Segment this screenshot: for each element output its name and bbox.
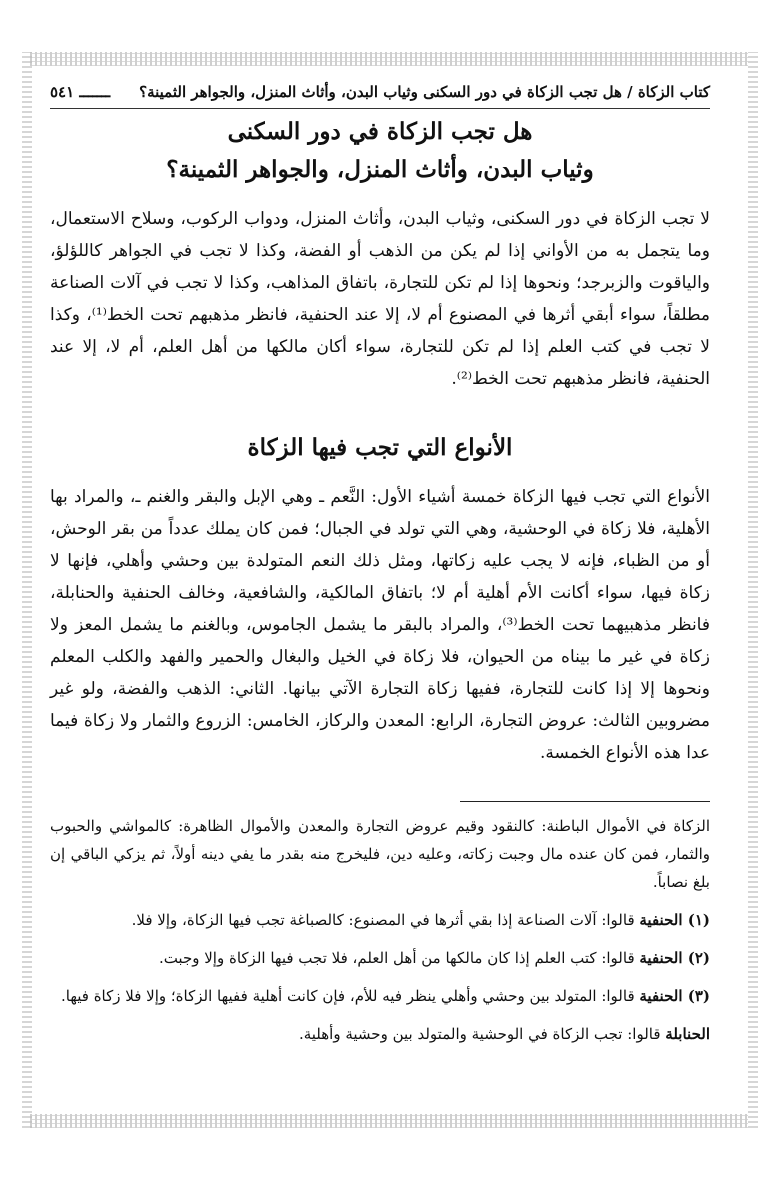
footnote-2-text: قالوا: كتب العلم إذا كان مالكها من أهل العلم، فلا تجب فيها الزكاة وإلا وجبت.: [158, 949, 640, 967]
decorative-border-bottom: [30, 1114, 748, 1128]
footnote-divider: [460, 801, 710, 802]
header-dash: ـــــــ: [79, 83, 111, 101]
section2-paragraph: الأنواع التي تجب فيها الزكاة خمسة أشياء الأول: النَّعم ـ وهي الإبل والبقر والغنم ـ، والمراد بها الأهلية، فلا زكاة في الوحشية، وهي التي تولد في الجبال؛ فمن كان يملك عدداً من بقر الوحش، أو من الظباء، فإنه لا يجب عليه زكاتها، ومثل ذلك النعم المتولدة بين وحشي وأهلي، فإنها لا زكاة فيها، سواء أكانت الأم أهلية أم لا؛ باتفاق المالكية، والشافعية، وخالف الحنفية والحنابلة، فانظر مذهبيهما تحت الخط⁽³⁾، والمراد بالبقر ما يشمل الجاموس، وبالغنم ما يشمل المعز ولا زكاة في غير ما بيناه من الحيوان، فلا زكاة في الخيل والبغال والحمير والفهد والكلب المعلم ونحوها إلا إذا كانت للتجارة، ففيها زكاة التجارة الآتي بيانها. الثاني: الذهب والفضة، ولو غير مضروبين الثالث: عروض التجارة، الرابع: المعدن والركاز، الخامس: الزروع والثمار ولا زكاة فيما عدا هذه الأنواع الخمسة.: [50, 487, 710, 763]
decorative-border-top: [30, 52, 748, 66]
footnote-intro: الزكاة في الأموال الباطنة: كالنقود وقيم عروض التجارة والمعدن والأموال الظاهرة: كالمواشي والحبوب والثمار، فمن كان عنده مال وجبت زكاته، وعليه دين، فليخرج منه بقدر ما يفي دينه أولاً، ثم يزكي الباقي إن بلغ نصاباً.: [50, 817, 710, 891]
section1-heading: [50, 113, 710, 189]
footnote-1: [50, 906, 710, 934]
footnote-1-label: (١) الحنفية: [639, 911, 710, 929]
footnotes: [50, 812, 710, 1048]
footnote-3: [50, 982, 710, 1010]
section1-paragraph: لا تجب الزكاة في دور السكنى، وثياب البدن، وأثاث المنزل، ودواب الركوب، وسلاح الاستعمال، وما يتجمل به من الأواني إذا لم يكن من الذهب أو الفضة، وكذا لا تجب في الجواهر كاللؤلؤ، والياقوت والزبرجد؛ ونحوها إذا لم تكن للتجارة، باتفاق المذاهب، وكذا لا تجب في آلات الصناعة مطلقاً، سواء أبقي أثرها في المصنوع أم لا، إلا عند الحنفية، فانظر مذهبهم تحت الخط⁽¹⁾، وكذا لا تجب في كتب العلم إذا لم تكن للتجارة، سواء أكان مالكها من أهل العلم، أم لا، إلا عند الحنفية، فانظر مذهبهم تحت الخط⁽²⁾.: [50, 209, 711, 389]
footnote-2-label: (٢) الحنفية: [639, 949, 710, 967]
page-number-group: [50, 83, 110, 101]
footnote-1-text: قالوا: آلات الصناعة إذا بقي أثرها في المصنوع: كالصباغة تجب فيها الزكاة، وإلا فلا.: [131, 911, 640, 929]
footnote-3-text: قالوا: المتولد بين وحشي وأهلي ينظر فيه للأم، فإن كانت أهلية ففيها الزكاة؛ وإلا فلا زكاة فيها.: [60, 987, 640, 1005]
decorative-border-right: [748, 52, 758, 1128]
running-header: [50, 78, 710, 109]
page-number: ٥٤١: [50, 83, 75, 101]
footnote-4-label: الحنابلة: [665, 1025, 710, 1043]
footnote-4-text: قالوا: تجب الزكاة في الوحشية والمتولد بين وحشية وأهلية.: [298, 1025, 666, 1043]
book-page: [50, 78, 710, 1058]
footnote-4: [50, 1020, 710, 1048]
section1-heading-line2: وثياب البدن، وأثاث المنزل، والجواهر الثمينة؟: [166, 156, 594, 183]
running-header-title: كتاب الزكاة / هل تجب الزكاة في دور السكنى وثياب البدن، وأثاث المنزل، والجواهر الثمينة؟: [139, 83, 710, 101]
section1-heading-line1: هل تجب الزكاة في دور السكنى: [227, 118, 533, 145]
footnote-3-label: (٣) الحنفية: [639, 987, 710, 1005]
decorative-border-left: [22, 52, 32, 1128]
footnote-2: [50, 944, 710, 972]
section2-heading: الأنواع التي تجب فيها الزكاة: [247, 434, 513, 461]
